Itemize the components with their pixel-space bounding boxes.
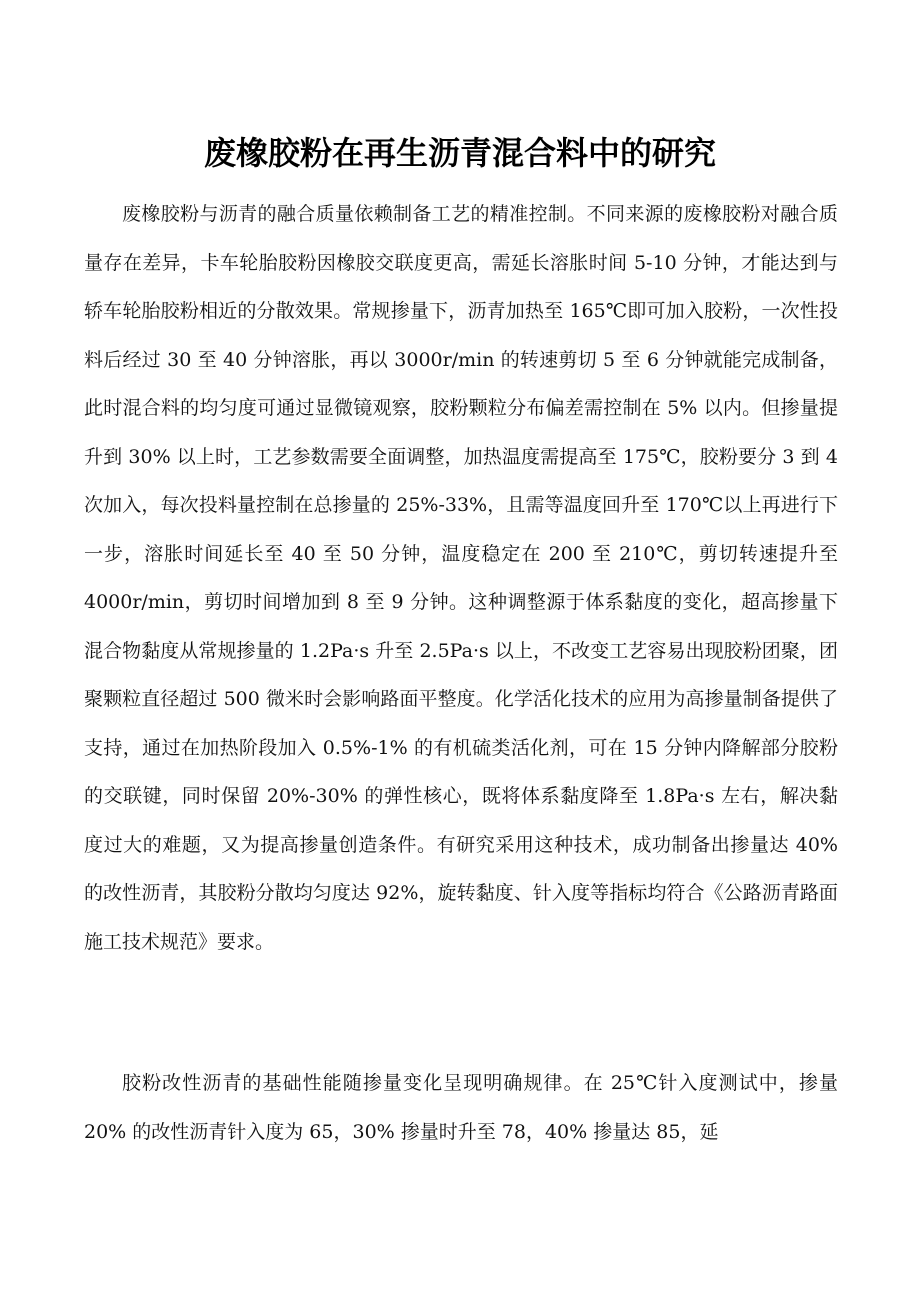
body-paragraph: 废橡胶粉与沥青的融合质量依赖制备工艺的精准控制。不同来源的废橡胶粉对融合质量存在差异，卡车轮胎胶粉因橡胶交联度更高，需延长溶胀时间 5-10 分钟，才能达到与轿车轮胎胶粉相近的分散效果。常规掺量下，沥青加热至 165℃即可加入胶粉，一次性投料后经过 30 至 40 分钟溶胀，再以 3000r/min 的转速剪切 5 至 6 分钟就能完成制备，此时混合料的均匀度可通过显微镜观察，胶粉颗粒分布偏差需控制在 5% 以内。但掺量提升到 30% 以上时，工艺参数需要全面调整，加热温度需提高至 175℃，胶粉要分 3 到 4 次加入，每次投料量控制在总掺量的 25%-33%，且需等温度回升至 170℃以上再进行下一步，溶胀时间延长至 40 至 50 分钟，温度稳定在 200 至 210℃，剪切转速提升至 4000r/min，剪切时间增加到 8 至 9 分钟。这种调整源于体系黏度的变化，超高掺量下混合物黏度从常规掺量的 1.2Pa·s 升至 2.5Pa·s 以上，不改变工艺容易出现胶粉团聚，团聚颗粒直径超过 500 微米时会影响路面平整度。化学活化技术的应用为高掺量制备提供了支持，通过在加热阶段加入 0.5%-1% 的有机硫类活化剂，可在 15 分钟内降解部分胶粉的交联键，同时保留 20%-30% 的弹性核心，既将体系黏度降至 1.8Pa·s 左右，解决黏度过大的难题，又为提高掺量创造条件。有研究采用这种技术，成功制备出掺量达 40% 的改性沥青，其胶粉分散均匀度达 92%，旋转黏度、针入度等指标均符合《公路沥青路面施工技术规范》要求。	[84, 203, 838, 953]
body-paragraph: 胶粉改性沥青的基础性能随掺量变化呈现明确规律。在 25℃针入度测试中，掺量 20% 的改性沥青针入度为 65，30% 掺量时升至 78，40% 掺量达 85，延	[84, 1072, 838, 1143]
document-title: 废橡胶粉在再生沥青混合料中的研究	[203, 134, 716, 172]
